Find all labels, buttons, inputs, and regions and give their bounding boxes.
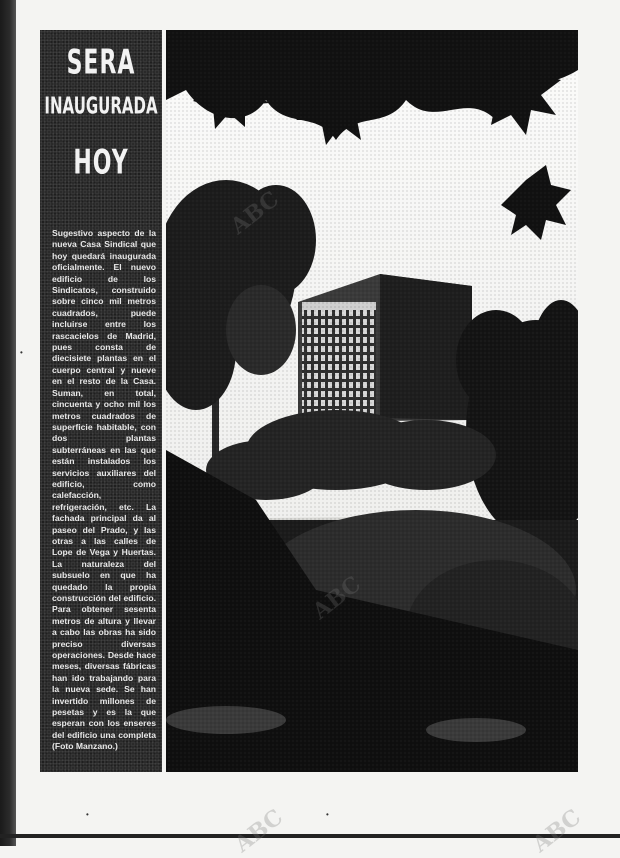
headline-line-1: SERA xyxy=(66,44,136,83)
scan-speck: • xyxy=(326,810,329,819)
headline-line-3: HOY xyxy=(73,144,129,183)
scan-edge xyxy=(0,0,16,846)
watermark-abc: ABC xyxy=(527,804,586,858)
photo-illustration xyxy=(166,30,578,772)
headline xyxy=(40,44,162,184)
scan-speck: • xyxy=(20,348,23,357)
watermark-abc: ABC xyxy=(229,804,288,858)
scan-speck: • xyxy=(86,810,89,819)
photograph xyxy=(166,30,578,772)
article-body: Sugestivo aspecto de la nueva Casa Sindical que hoy quedará inaugurada oficialmente. El nuevo edificio de los Sindicatos, construido sobre cinco mil metros cuadrados, puede incluirse entre los rascacielos de Madrid, pues consta de diecisiete plantas en el cuerpo central y nueve en el resto de la Casa. Suman, en total, cincuenta y ocho mil los metros cuadrados de superficie habitable, con dos plantas subterráneas en las que están instalados los servicios auxiliares del edificio, como calefacción, refrigeración, etc. La fachada principal da al paseo del Prado, y las otras a las calles de Lope de Vega y Huertas. La naturaleza del subsuelo en que ha quedado la propia construcción del edificio. Para obtener sesenta metros de altura y llevar a cabo las obras ha sido preciso diversas operaciones. Desde hace meses, diversas fábricas han ido trabajando para la nueva sede. Se han invertido millones de pesetas y es la que esperan con los enseres del edificio una completa (Foto Manzano.) xyxy=(52,228,156,752)
watermark-abc: ABC xyxy=(225,186,284,240)
article-column xyxy=(40,30,162,772)
watermark-abc: ABC xyxy=(307,571,366,625)
headline-line-2: INAUGURADA xyxy=(44,92,158,120)
